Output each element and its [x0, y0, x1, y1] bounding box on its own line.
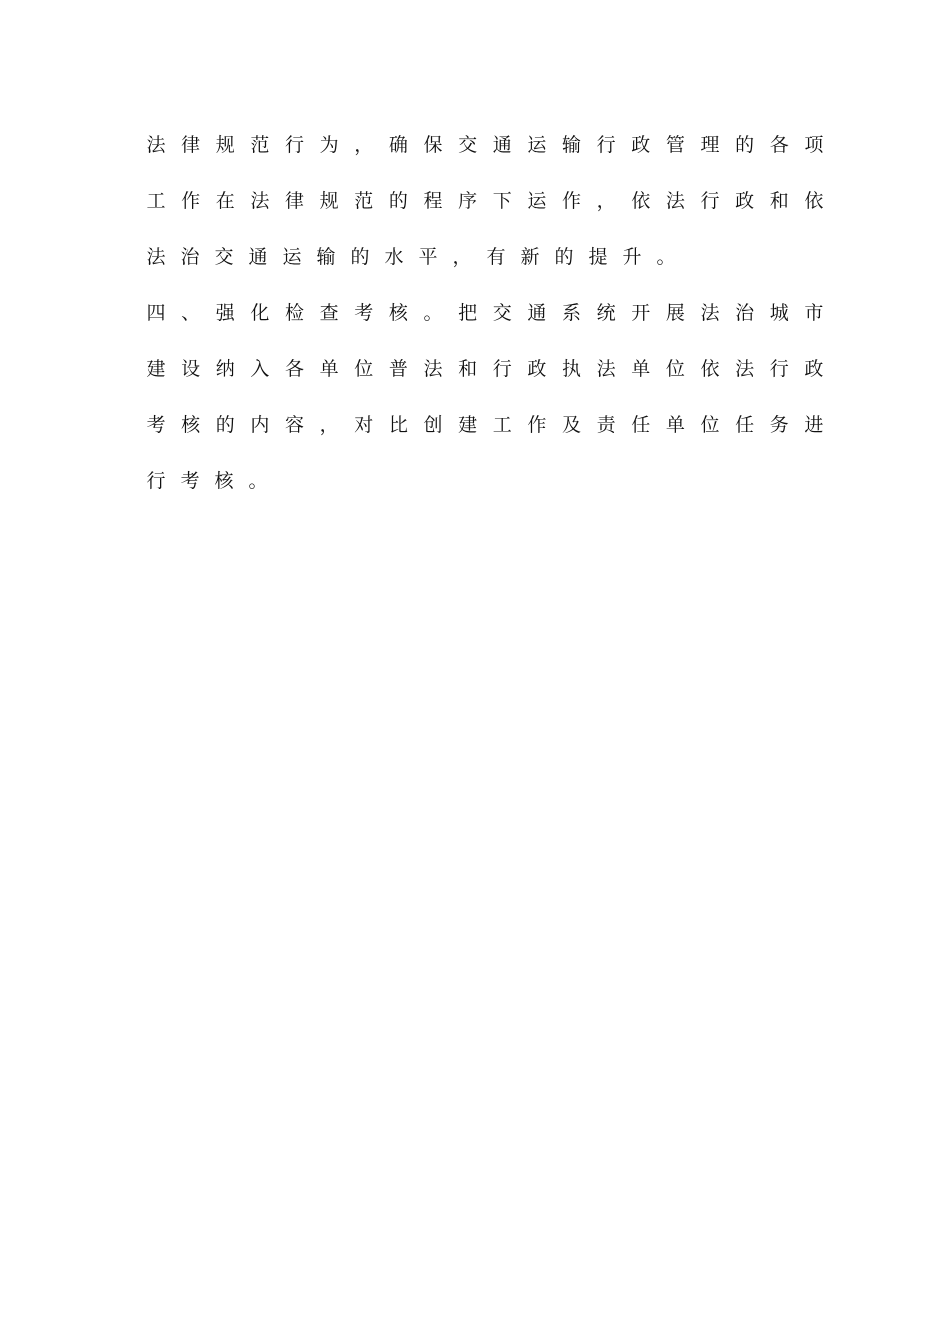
text-line-1: 法 律 规 范 行 为 ， 确 保 交 通 运 输 行 政 管 理 的 各 项 — [146, 134, 824, 156]
text-line-4: 四 、 强 化 检 查 考 核 。 把 交 通 系 统 开 展 法 治 城 市 — [146, 302, 824, 324]
text-line-5: 建 设 纳 入 各 单 位 普 法 和 行 政 执 法 单 位 依 法 行 政 — [146, 358, 824, 380]
text-line-2: 工 作 在 法 律 规 范 的 程 序 下 运 作 ， 依 法 行 政 和 依 — [146, 190, 824, 212]
text-line-7: 行 考 核 。 — [146, 470, 268, 492]
text-line-3: 法 治 交 通 运 输 的 水 平 ， 有 新 的 提 升 。 — [146, 246, 676, 268]
text-line-6: 考 核 的 内 容 ， 对 比 创 建 工 作 及 责 任 单 位 任 务 进 — [146, 414, 824, 436]
body-text — [145, 127, 825, 519]
